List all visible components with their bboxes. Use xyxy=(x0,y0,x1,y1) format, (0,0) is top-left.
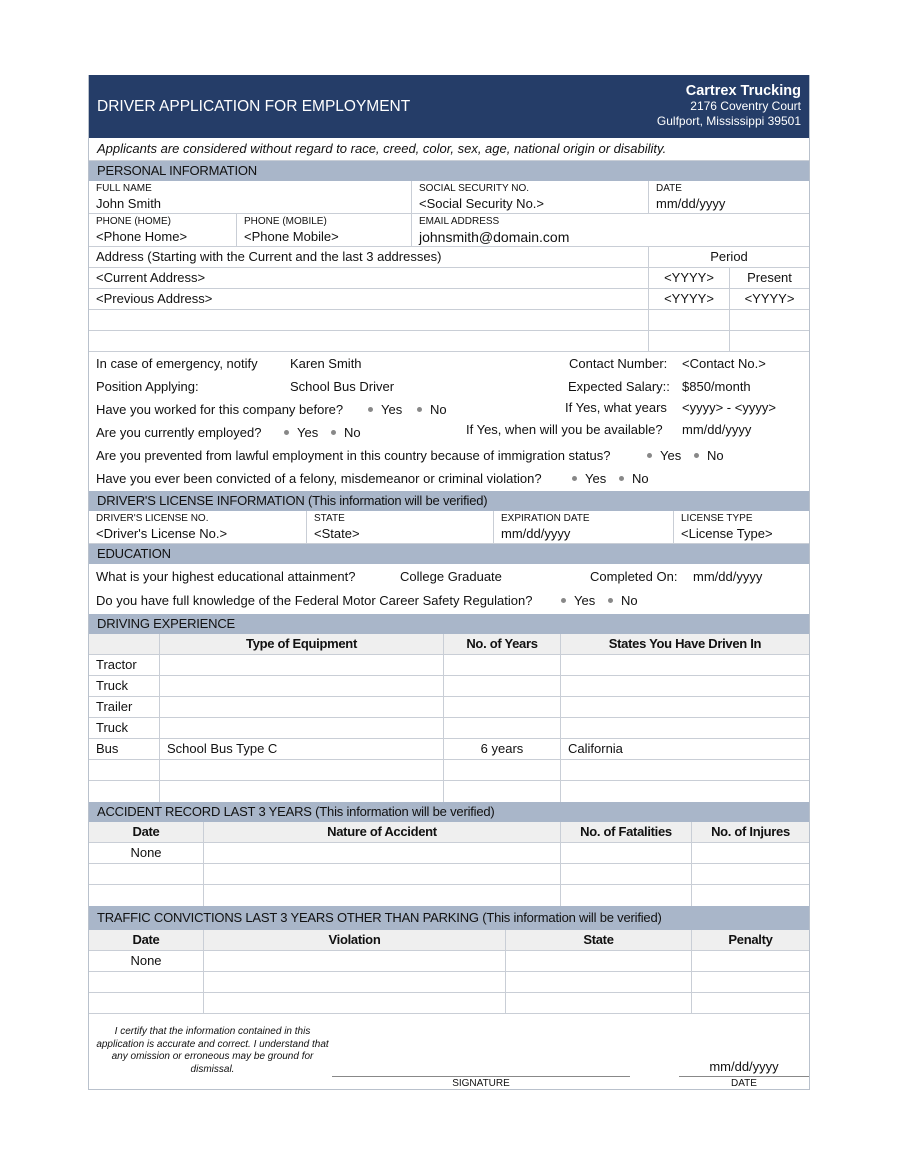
accident-fatalities xyxy=(561,864,692,884)
driving-equipment xyxy=(160,760,444,780)
accident-band-title: ACCIDENT RECORD LAST 3 YEARS xyxy=(97,804,312,819)
date-field[interactable] xyxy=(649,181,809,213)
traffic-state xyxy=(506,972,692,992)
traffic-date: None xyxy=(89,951,204,971)
address-header-row xyxy=(89,247,809,268)
accident-nature xyxy=(204,864,561,884)
driving-header-equipment: Type of Equipment xyxy=(160,634,444,654)
table-row[interactable] xyxy=(89,739,809,760)
fmcsr-yes[interactable] xyxy=(561,593,595,608)
accident-header-fatalities: No. of Fatalities xyxy=(561,822,692,842)
worked-before-yes[interactable] xyxy=(368,402,402,417)
driving-equipment xyxy=(160,718,444,738)
address-row[interactable] xyxy=(89,310,809,331)
address-to: <YYYY> xyxy=(744,291,795,306)
emergency-label: In case of emergency, notify xyxy=(96,356,258,371)
ssn-field[interactable] xyxy=(412,181,649,213)
section-accident-record xyxy=(89,802,809,822)
license-state-field[interactable] xyxy=(307,511,494,543)
section-education: EDUCATION xyxy=(89,544,809,564)
traffic-state xyxy=(506,993,692,1013)
phone-home-field[interactable] xyxy=(89,214,237,246)
driving-states xyxy=(561,781,809,802)
form-title: DRIVER APPLICATION FOR EMPLOYMENT xyxy=(97,98,411,115)
driving-category xyxy=(89,760,160,780)
accident-header-row xyxy=(89,822,809,843)
traffic-penalty xyxy=(692,951,809,971)
radio-dot-icon xyxy=(572,476,577,481)
driving-category: Truck xyxy=(89,718,160,738)
radio-dot-icon xyxy=(619,476,624,481)
ssn-label: SOCIAL SECURITY NO. xyxy=(419,183,530,194)
phone-home-label: PHONE (HOME) xyxy=(96,216,171,227)
position-row xyxy=(89,376,809,399)
convicted-no[interactable] xyxy=(619,471,649,486)
prevented-yes[interactable] xyxy=(647,448,681,463)
emergency-row xyxy=(89,353,809,376)
driving-states: California xyxy=(568,741,623,756)
yes-label: Yes xyxy=(660,448,682,463)
driving-years xyxy=(444,676,561,696)
address-to xyxy=(730,331,809,351)
phone-mobile-label: PHONE (MOBILE) xyxy=(244,216,327,227)
signature-line[interactable]: SIGNATURE xyxy=(332,1076,630,1089)
completed-on-value[interactable]: mm/dd/yyyy xyxy=(693,569,763,584)
driving-years xyxy=(444,697,561,717)
driving-equipment xyxy=(160,781,444,802)
license-number-value: <Driver's License No.> xyxy=(96,526,228,541)
emergency-value[interactable]: Karen Smith xyxy=(290,356,362,371)
driving-states xyxy=(561,718,809,738)
fmcsr-no[interactable] xyxy=(608,593,638,608)
accident-header-nature: Nature of Accident xyxy=(204,822,561,842)
phone-home-value: <Phone Home> xyxy=(96,229,188,244)
driving-equipment xyxy=(160,655,444,675)
company-name: Cartrex Trucking xyxy=(685,83,801,99)
yes-label: Yes xyxy=(574,593,596,608)
driving-years: 6 years xyxy=(444,739,561,759)
license-state-label: STATE xyxy=(314,513,345,524)
employed-yes[interactable] xyxy=(284,425,318,440)
driving-equipment xyxy=(160,676,444,696)
license-expiration-field[interactable] xyxy=(494,511,674,543)
accident-date xyxy=(89,885,204,906)
full-name-label: FULL NAME xyxy=(96,183,152,194)
radio-dot-icon xyxy=(647,453,652,458)
ssn-value: <Social Security No.> xyxy=(419,196,545,211)
license-type-label: LICENSE TYPE xyxy=(681,513,753,524)
table-row[interactable] xyxy=(89,697,809,718)
address-to xyxy=(730,310,809,330)
if-yes-years-label: If Yes, what years xyxy=(565,400,667,415)
address-value xyxy=(89,310,649,330)
radio-dot-icon xyxy=(331,430,336,435)
position-value[interactable]: School Bus Driver xyxy=(290,379,395,394)
salary-label: Expected Salary:: xyxy=(568,379,670,394)
accident-nature xyxy=(204,843,561,863)
section-driving-experience: DRIVING EXPERIENCE xyxy=(89,614,809,634)
driving-category: Trailer xyxy=(89,697,160,717)
yes-label: Yes xyxy=(297,425,319,440)
accident-date xyxy=(89,864,204,884)
address-header: Address (Starting with the Current and the last 3 addresses) xyxy=(89,247,649,267)
table-row[interactable] xyxy=(89,718,809,739)
years-value[interactable]: <yyyy> - <yyyy> xyxy=(682,400,776,415)
traffic-header-state: State xyxy=(506,930,692,950)
personal-row-1 xyxy=(89,181,809,214)
traffic-date xyxy=(89,972,204,992)
table-row[interactable] xyxy=(89,993,809,1014)
no-label: No xyxy=(430,402,447,417)
form-header xyxy=(89,75,809,138)
address-row[interactable] xyxy=(89,331,809,352)
license-number-label: DRIVER'S LICENSE NO. xyxy=(96,513,209,524)
equal-opportunity-notice: Applicants are considered without regard to race, creed, color, sex, age, national origin or disability. xyxy=(89,138,809,161)
yes-label: Yes xyxy=(381,402,403,417)
no-label: No xyxy=(632,471,649,486)
highest-education-label: What is your highest educational attainment? xyxy=(96,569,356,584)
traffic-header-row xyxy=(89,930,809,951)
prevented-question: Are you prevented from lawful employment in this country because of immigration status? xyxy=(96,448,611,463)
license-band-title: DRIVER'S LICENSE INFORMATION xyxy=(97,493,305,508)
address-from: <YYYY> xyxy=(649,268,730,288)
radio-dot-icon xyxy=(368,407,373,412)
table-row[interactable] xyxy=(89,760,809,781)
driver-application-form xyxy=(88,75,810,1090)
completed-on-label: Completed On: xyxy=(590,569,678,584)
section-traffic-convictions xyxy=(89,906,809,930)
driving-years xyxy=(444,655,561,675)
traffic-penalty xyxy=(692,993,809,1013)
section-personal-information: PERSONAL INFORMATION xyxy=(89,161,809,181)
signature-date-line: DATE xyxy=(679,1076,809,1089)
driving-states xyxy=(561,760,809,780)
driving-category: Tractor xyxy=(89,655,160,675)
personal-row-2 xyxy=(89,214,809,247)
traffic-penalty xyxy=(692,972,809,992)
driving-states xyxy=(561,697,809,717)
license-row xyxy=(89,511,809,544)
driving-years xyxy=(444,760,561,780)
education-block xyxy=(89,564,809,614)
full-name-field[interactable] xyxy=(89,181,412,213)
driving-equipment: School Bus Type C xyxy=(160,739,444,759)
section-drivers-license xyxy=(89,491,809,511)
traffic-violation xyxy=(204,993,506,1013)
highest-education-row xyxy=(89,566,809,590)
convicted-row xyxy=(89,468,809,491)
table-row[interactable] xyxy=(89,843,809,864)
driving-years xyxy=(444,718,561,738)
table-row[interactable] xyxy=(89,951,809,972)
radio-dot-icon xyxy=(561,598,566,603)
full-name-value: John Smith xyxy=(96,196,162,211)
radio-dot-icon xyxy=(284,430,289,435)
date-label: DATE xyxy=(656,183,682,194)
radio-dot-icon xyxy=(694,453,699,458)
accident-date: None xyxy=(89,843,204,863)
address-row[interactable] xyxy=(89,268,809,289)
license-number-field[interactable] xyxy=(89,511,307,543)
accident-fatalities xyxy=(561,885,692,906)
table-row[interactable] xyxy=(89,781,809,802)
prevented-no[interactable] xyxy=(694,448,724,463)
address-value xyxy=(89,331,649,351)
convicted-question: Have you ever been convicted of a felony, misdemeanor or criminal violation? xyxy=(96,471,542,486)
yes-label: Yes xyxy=(585,471,607,486)
driving-category: Bus xyxy=(89,739,160,759)
company-address-line2: Gulfport, Mississippi 39501 xyxy=(656,113,801,128)
if-yes-available-label: If Yes, when will you be available? xyxy=(466,422,663,437)
traffic-date xyxy=(89,993,204,1013)
phone-mobile-field[interactable] xyxy=(237,214,412,246)
fmcsr-row xyxy=(89,590,809,614)
accident-header-injuries: No. of Injures xyxy=(711,824,790,839)
traffic-header-violation: Violation xyxy=(204,930,506,950)
driving-header-category xyxy=(89,634,160,654)
address-value: <Current Address> xyxy=(89,268,649,288)
period-header: Period xyxy=(710,249,748,264)
date-value: mm/dd/yyyy xyxy=(656,196,726,211)
worked-before-row xyxy=(89,399,809,422)
contact-value[interactable]: <Contact No.> xyxy=(682,356,766,371)
address-row[interactable] xyxy=(89,289,809,310)
address-from xyxy=(649,331,730,351)
driving-header-row xyxy=(89,634,809,655)
accident-injuries xyxy=(692,843,809,863)
driving-years xyxy=(444,781,561,802)
phone-mobile-value: <Phone Mobile> xyxy=(244,229,339,244)
accident-nature xyxy=(204,885,561,906)
email-value: johnsmith@domain.com xyxy=(419,229,570,245)
employed-question: Are you currently employed? xyxy=(96,425,262,440)
license-expiration-label: EXPIRATION DATE xyxy=(501,513,590,524)
traffic-violation xyxy=(204,972,506,992)
table-row[interactable] xyxy=(89,864,809,885)
driving-category: Truck xyxy=(89,676,160,696)
traffic-header-penalty: Penalty xyxy=(728,932,773,947)
license-band-note: (This information will be verified) xyxy=(307,493,488,508)
fmcsr-question: Do you have full knowledge of the Federal Motor Career Safety Regulation? xyxy=(96,593,533,608)
driving-states xyxy=(561,655,809,675)
no-label: No xyxy=(621,593,638,608)
questions-block xyxy=(89,352,809,491)
traffic-violation xyxy=(204,951,506,971)
table-row[interactable] xyxy=(89,972,809,993)
accident-band-note: (This information will be verified) xyxy=(315,804,495,819)
signature-block xyxy=(89,1014,809,1089)
traffic-band-title: TRAFFIC CONVICTIONS LAST 3 YEARS OTHER THAN PARKING xyxy=(97,910,479,925)
contact-label: Contact Number: xyxy=(569,356,668,371)
traffic-band-note: (This information will be verified) xyxy=(482,910,662,925)
worked-before-no[interactable] xyxy=(417,402,447,417)
email-field[interactable] xyxy=(412,214,809,246)
worked-before-question: Have you worked for this company before? xyxy=(96,402,344,417)
driving-states xyxy=(561,676,809,696)
address-from xyxy=(649,310,730,330)
radio-dot-icon xyxy=(608,598,613,603)
signature-date-value[interactable]: mm/dd/yyyy xyxy=(709,1059,779,1074)
employed-no[interactable] xyxy=(331,425,361,440)
address-to: Present xyxy=(747,270,792,285)
driving-category xyxy=(89,781,160,802)
address-from: <YYYY> xyxy=(649,289,730,309)
driving-equipment xyxy=(160,697,444,717)
accident-fatalities xyxy=(561,843,692,863)
accident-injuries xyxy=(692,885,809,906)
address-value: <Previous Address> xyxy=(89,289,649,309)
employed-row xyxy=(89,422,809,445)
prevented-row xyxy=(89,445,809,468)
email-label: EMAIL ADDRESS xyxy=(419,216,500,227)
convicted-yes[interactable] xyxy=(572,471,606,486)
driving-header-states: States You Have Driven In xyxy=(608,636,762,651)
license-type-value: <License Type> xyxy=(681,526,773,541)
table-row[interactable] xyxy=(89,885,809,906)
available-value[interactable]: mm/dd/yyyy xyxy=(682,422,752,437)
license-expiration-value: mm/dd/yyyy xyxy=(501,526,571,541)
traffic-header-date: Date xyxy=(89,930,204,950)
table-row[interactable] xyxy=(89,676,809,697)
company-address-line1: 2176 Coventry Court xyxy=(690,99,801,113)
salary-value[interactable]: $850/month xyxy=(682,379,751,394)
radio-dot-icon xyxy=(417,407,422,412)
traffic-state xyxy=(506,951,692,971)
driving-header-years: No. of Years xyxy=(444,634,561,654)
no-label: No xyxy=(344,425,361,440)
accident-header-date: Date xyxy=(89,822,204,842)
license-state-value: <State> xyxy=(314,526,360,541)
position-label: Position Applying: xyxy=(96,379,199,394)
company-info xyxy=(657,83,801,128)
no-label: No xyxy=(707,448,724,463)
accident-injuries xyxy=(692,864,809,884)
highest-education-value[interactable]: College Graduate xyxy=(400,569,502,584)
table-row[interactable] xyxy=(89,655,809,676)
license-type-field[interactable] xyxy=(674,511,809,543)
certification-statement: I certify that the information contained in this application is accurate and correct. I understand that any omission or erroneous may be ground for dismissal. xyxy=(96,1026,329,1075)
